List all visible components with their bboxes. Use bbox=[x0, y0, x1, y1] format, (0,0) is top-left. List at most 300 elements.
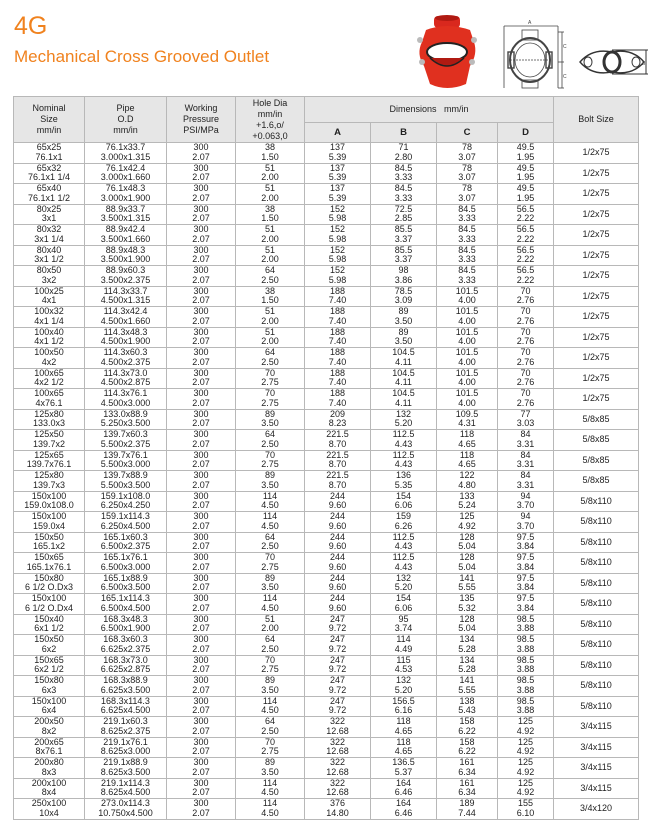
dim-c-cell-line: 5.28 bbox=[458, 643, 476, 654]
pipe-od-cell bbox=[85, 409, 167, 430]
dim-b-cell-line: 3.50 bbox=[394, 315, 413, 326]
dim-c-cell bbox=[437, 614, 498, 635]
dim-a-cell bbox=[305, 532, 371, 553]
pipe-od-cell-line: 219.1x88.9 bbox=[103, 757, 148, 768]
hole-dia-cell-line: 51 bbox=[264, 613, 275, 624]
pipe-od-cell-line: 6.500x1.900 bbox=[100, 623, 151, 634]
dim-a-cell-line: 5.98 bbox=[328, 213, 347, 224]
dim-d-cell-line: 84 bbox=[520, 449, 531, 460]
nominal-size-cell-line: 6x3 bbox=[41, 684, 57, 695]
pipe-od-cell-line: 4.500x1.660 bbox=[100, 315, 151, 326]
dim-a-cell-line: 209 bbox=[329, 408, 346, 419]
pipe-od-cell-line: 6.500x3.000 bbox=[100, 561, 151, 572]
table-row bbox=[14, 696, 639, 717]
dim-d-cell bbox=[498, 163, 554, 184]
dim-d-cell bbox=[498, 286, 554, 307]
working-pressure-cell-line: 2.07 bbox=[192, 520, 210, 531]
pipe-od-cell bbox=[85, 389, 167, 410]
working-pressure-cell bbox=[167, 348, 236, 369]
hole-dia-cell-line: 51 bbox=[264, 244, 275, 255]
pipe-od-cell-line: 114.3x33.7 bbox=[103, 285, 148, 296]
pipe-od-cell bbox=[85, 471, 167, 492]
dim-d-cell-line: 70 bbox=[520, 285, 531, 296]
dim-c-cell-line: 84.5 bbox=[458, 265, 476, 276]
dim-b-cell-line: 84.5 bbox=[394, 162, 413, 173]
dim-b-cell bbox=[371, 553, 437, 574]
dim-c-cell-line: 3.33 bbox=[458, 213, 476, 224]
bolt-size-cell: 5/8x110 bbox=[554, 532, 639, 553]
dim-b-cell-line: 132 bbox=[395, 572, 412, 583]
dim-a-cell bbox=[305, 225, 371, 246]
dim-a-cell-line: 8.70 bbox=[328, 438, 347, 449]
dim-c-cell-line: 6.34 bbox=[458, 787, 476, 798]
dim-c-cell-line: 3.07 bbox=[458, 172, 476, 183]
dim-b-cell-line: 4.43 bbox=[394, 459, 413, 470]
hole-dia-cell bbox=[236, 696, 305, 717]
bolt-size-cell: 5/8x110 bbox=[554, 491, 639, 512]
nominal-size-cell-line: 200x80 bbox=[34, 757, 64, 768]
dim-a-cell bbox=[305, 450, 371, 471]
dim-a-cell-line: 244 bbox=[329, 511, 346, 522]
nominal-size-cell-line: 150x100 bbox=[31, 695, 67, 706]
dim-c-cell-line: 5.04 bbox=[458, 561, 476, 572]
nominal-size-cell-line: 6 1/2 O.Dx3 bbox=[24, 582, 74, 593]
bolt-size-cell: 5/8x110 bbox=[554, 573, 639, 594]
bolt-size-cell: 5/8x110 bbox=[554, 655, 639, 676]
hole-dia-cell-line: 3.50 bbox=[261, 582, 279, 593]
pipe-od-cell-line: 114.3x76.1 bbox=[103, 388, 148, 399]
nominal-size-cell-line: 159.0x108.0 bbox=[24, 500, 74, 511]
top-drawing-icon bbox=[580, 50, 648, 74]
hole-dia-cell-line: 4.50 bbox=[261, 807, 279, 818]
dim-d-cell-line: 98.5 bbox=[516, 613, 535, 624]
dim-b-cell-line: 4.43 bbox=[394, 561, 413, 572]
nominal-size-cell-line: 3x1 1/4 bbox=[34, 233, 64, 244]
bolt-size-cell: 5/8x110 bbox=[554, 635, 639, 656]
pipe-od-cell-line: 4.500x2.375 bbox=[100, 356, 151, 367]
dim-d-cell-line: 3.70 bbox=[516, 500, 535, 511]
dim-a-cell-line: 322 bbox=[329, 777, 346, 788]
dim-b-cell bbox=[371, 573, 437, 594]
table-row bbox=[14, 799, 639, 820]
working-pressure-cell bbox=[167, 471, 236, 492]
hole-dia-cell bbox=[236, 532, 305, 553]
dim-a-cell-line: 8.70 bbox=[328, 459, 347, 470]
hole-dia-cell-line: 89 bbox=[264, 675, 275, 686]
nominal-size-cell-line: 150x100 bbox=[31, 511, 67, 522]
dim-a-cell-line: 188 bbox=[329, 326, 346, 337]
dim-d-cell bbox=[498, 430, 554, 451]
hole-dia-cell-line: 51 bbox=[264, 162, 275, 173]
dim-a-cell-line: 322 bbox=[329, 757, 346, 768]
dim-c-cell bbox=[437, 737, 498, 758]
dim-c-cell-line: 5.28 bbox=[458, 664, 476, 675]
hole-dia-cell bbox=[236, 327, 305, 348]
dim-b-cell-line: 154 bbox=[395, 593, 412, 604]
working-pressure-cell bbox=[167, 286, 236, 307]
nominal-size-cell-line: 200x100 bbox=[31, 777, 67, 788]
pipe-od-cell-line: 114.3x48.3 bbox=[103, 326, 148, 337]
table-row bbox=[14, 758, 639, 779]
nominal-size-cell-line: 150x65 bbox=[34, 654, 64, 665]
pipe-od-cell-line: 8.625x2.375 bbox=[100, 725, 151, 736]
table-row bbox=[14, 184, 639, 205]
dim-d-cell-line: 77 bbox=[520, 408, 531, 419]
dim-a-cell bbox=[305, 614, 371, 635]
dim-d-cell-line: 98.5 bbox=[516, 695, 535, 706]
working-pressure-cell bbox=[167, 163, 236, 184]
dim-d-cell-line: 1.95 bbox=[516, 172, 535, 183]
dim-a-cell bbox=[305, 327, 371, 348]
dim-a-cell-line: 188 bbox=[329, 306, 346, 317]
dim-c-cell-line: 138 bbox=[459, 695, 475, 706]
dim-d-cell bbox=[498, 245, 554, 266]
hole-dia-cell-line: 70 bbox=[264, 654, 275, 665]
hole-dia-cell-line: 3.50 bbox=[261, 418, 279, 429]
pipe-od-cell-line: 139.7x76.1 bbox=[103, 449, 148, 460]
dim-d-cell-line: 3.88 bbox=[516, 664, 535, 675]
dim-d-cell-line: 70 bbox=[520, 306, 531, 317]
dim-c-cell bbox=[437, 450, 498, 471]
spec-table-body bbox=[14, 143, 639, 820]
dim-c-cell-line: 122 bbox=[459, 470, 475, 481]
dim-a-cell-line: 244 bbox=[329, 552, 346, 563]
nominal-size-cell-line: 200x65 bbox=[34, 736, 64, 747]
working-pressure-cell-line: 300 bbox=[193, 285, 209, 296]
nominal-size-cell bbox=[14, 307, 85, 328]
dim-a-cell bbox=[305, 635, 371, 656]
dim-d-cell-line: 84 bbox=[520, 429, 531, 440]
header-dim-a: A bbox=[305, 123, 371, 143]
working-pressure-cell bbox=[167, 368, 236, 389]
pipe-od-cell-line: 88.9x42.4 bbox=[105, 224, 146, 235]
dim-a-cell-line: 221.5 bbox=[326, 470, 349, 481]
hole-dia-cell-line: 114 bbox=[262, 695, 278, 706]
header-working-pressure: Working Pressure PSI/MPa bbox=[167, 97, 236, 143]
hole-dia-cell-line: 38 bbox=[264, 142, 275, 153]
pipe-od-cell bbox=[85, 676, 167, 697]
nominal-size-cell-line: 80x25 bbox=[36, 203, 62, 214]
hole-dia-cell-line: 114 bbox=[262, 490, 278, 501]
pipe-od-cell-line: 114.3x42.4 bbox=[103, 306, 148, 317]
bolt-size-cell: 5/8x110 bbox=[554, 553, 639, 574]
dim-b-cell bbox=[371, 655, 437, 676]
nominal-size-cell bbox=[14, 266, 85, 287]
nominal-size-cell bbox=[14, 696, 85, 717]
dim-a-cell bbox=[305, 204, 371, 225]
dim-d-cell-line: 3.88 bbox=[516, 705, 535, 716]
pipe-od-cell bbox=[85, 327, 167, 348]
bolt-size-cell: 1/2x75 bbox=[554, 348, 639, 369]
table-row bbox=[14, 614, 639, 635]
working-pressure-cell-line: 2.07 bbox=[192, 664, 210, 675]
nominal-size-cell bbox=[14, 409, 85, 430]
pipe-od-cell-line: 3.000x1.315 bbox=[100, 151, 151, 162]
hole-dia-cell-line: 2.75 bbox=[261, 377, 279, 388]
pipe-od-cell-line: 6.625x2.875 bbox=[100, 664, 151, 675]
dim-d-cell-line: 4.92 bbox=[516, 725, 535, 736]
dim-c-cell bbox=[437, 573, 498, 594]
nominal-size-cell bbox=[14, 655, 85, 676]
dim-d-cell-line: 3.31 bbox=[516, 459, 535, 470]
working-pressure-cell-line: 300 bbox=[193, 470, 209, 481]
working-pressure-cell bbox=[167, 512, 236, 533]
working-pressure-cell-line: 2.07 bbox=[192, 705, 210, 716]
dim-a-cell bbox=[305, 143, 371, 164]
nominal-size-cell bbox=[14, 573, 85, 594]
dim-a-cell-line: 9.60 bbox=[328, 582, 347, 593]
dim-b-cell-line: 132 bbox=[395, 675, 412, 686]
pipe-od-cell bbox=[85, 532, 167, 553]
nominal-size-cell bbox=[14, 163, 85, 184]
dim-b-cell bbox=[371, 143, 437, 164]
dim-d-cell-line: 97.5 bbox=[516, 552, 535, 563]
dim-a-cell bbox=[305, 737, 371, 758]
hole-dia-cell-line: 2.75 bbox=[261, 397, 279, 408]
pipe-od-cell bbox=[85, 614, 167, 635]
dim-d-cell-line: 4.92 bbox=[516, 746, 535, 757]
table-row bbox=[14, 573, 639, 594]
working-pressure-cell-line: 300 bbox=[193, 183, 209, 194]
bolt-size-cell: 3/4x120 bbox=[554, 799, 639, 820]
dim-c-cell-line: 78 bbox=[461, 183, 472, 194]
dim-a-cell-line: 137 bbox=[329, 142, 346, 153]
dim-d-cell bbox=[498, 225, 554, 246]
dim-c-cell bbox=[437, 245, 498, 266]
nominal-size-cell-line: 8x4 bbox=[41, 787, 57, 798]
working-pressure-cell-line: 300 bbox=[193, 449, 209, 460]
nominal-size-cell-line: 165.1x76.1 bbox=[26, 561, 72, 572]
table-row bbox=[14, 491, 639, 512]
working-pressure-cell-line: 300 bbox=[193, 326, 209, 337]
dim-b-cell bbox=[371, 737, 437, 758]
dim-a-cell-line: 221.5 bbox=[326, 449, 349, 460]
nominal-size-cell-line: 100x32 bbox=[34, 306, 64, 317]
nominal-size-cell-line: 6x4 bbox=[41, 705, 57, 716]
hole-dia-cell-line: 3.50 bbox=[261, 479, 279, 490]
hole-dia-cell-line: 38 bbox=[264, 203, 275, 214]
dim-d-cell-line: 3.88 bbox=[516, 643, 535, 654]
dim-d-cell-line: 3.84 bbox=[516, 602, 535, 613]
hole-dia-cell bbox=[236, 778, 305, 799]
working-pressure-cell-line: 2.07 bbox=[192, 192, 210, 203]
nominal-size-cell-line: 4x2 1/2 bbox=[34, 377, 64, 388]
pipe-od-cell bbox=[85, 430, 167, 451]
pipe-od-cell-line: 219.1x60.3 bbox=[103, 716, 148, 727]
dim-b-cell-line: 5.20 bbox=[394, 582, 413, 593]
dim-b-cell-line: 104.5 bbox=[392, 347, 415, 358]
working-pressure-cell-line: 2.07 bbox=[192, 807, 210, 818]
working-pressure-cell bbox=[167, 799, 236, 820]
hole-dia-cell bbox=[236, 389, 305, 410]
dim-b-cell bbox=[371, 368, 437, 389]
dim-d-cell-line: 4.92 bbox=[516, 787, 535, 798]
dim-d-cell-line: 3.84 bbox=[516, 561, 535, 572]
working-pressure-cell-line: 300 bbox=[193, 798, 209, 809]
nominal-size-cell bbox=[14, 204, 85, 225]
hole-dia-cell-line: 2.75 bbox=[261, 664, 279, 675]
pipe-od-cell-line: 3.500x1.900 bbox=[100, 254, 151, 265]
dim-c-cell-line: 5.43 bbox=[458, 705, 476, 716]
dim-d-cell-line: 49.5 bbox=[516, 162, 535, 173]
dim-d-cell bbox=[498, 758, 554, 779]
hole-dia-cell bbox=[236, 573, 305, 594]
working-pressure-cell-line: 300 bbox=[193, 716, 209, 727]
dim-b-cell-line: 156.5 bbox=[392, 695, 415, 706]
dim-b-cell-line: 95 bbox=[398, 613, 409, 624]
dim-d-cell-line: 97.5 bbox=[516, 531, 535, 542]
table-row bbox=[14, 717, 639, 738]
working-pressure-cell bbox=[167, 204, 236, 225]
dim-a-cell-line: 244 bbox=[329, 593, 346, 604]
nominal-size-cell-line: 6x2 1/2 bbox=[34, 664, 64, 675]
dim-c-cell bbox=[437, 799, 498, 820]
dim-a-cell bbox=[305, 758, 371, 779]
working-pressure-cell-line: 300 bbox=[193, 552, 209, 563]
hole-dia-cell bbox=[236, 204, 305, 225]
dim-d-cell bbox=[498, 266, 554, 287]
hole-dia-cell-line: 2.50 bbox=[261, 274, 279, 285]
pipe-od-cell bbox=[85, 491, 167, 512]
pipe-od-cell-line: 8.625x4.500 bbox=[100, 787, 151, 798]
working-pressure-cell-line: 300 bbox=[193, 347, 209, 358]
hole-dia-cell-line: 2.50 bbox=[261, 356, 279, 367]
dim-a-cell bbox=[305, 368, 371, 389]
bolt-size-cell: 5/8x85 bbox=[554, 409, 639, 430]
nominal-size-cell bbox=[14, 450, 85, 471]
nominal-size-cell bbox=[14, 717, 85, 738]
dim-c-cell bbox=[437, 717, 498, 738]
table-row bbox=[14, 266, 639, 287]
nominal-size-cell-line: 10x4 bbox=[39, 807, 59, 818]
dim-c-cell-line: 4.00 bbox=[458, 397, 476, 408]
nominal-size-cell bbox=[14, 799, 85, 820]
dim-d-cell bbox=[498, 532, 554, 553]
dim-d-cell-line: 56.5 bbox=[516, 244, 535, 255]
pipe-od-cell-line: 10.750x4.500 bbox=[98, 807, 153, 818]
dim-c-cell-line: 101.5 bbox=[455, 285, 479, 296]
dim-c-cell-line: 5.55 bbox=[458, 684, 476, 695]
working-pressure-cell-line: 300 bbox=[193, 511, 209, 522]
working-pressure-cell-line: 300 bbox=[193, 675, 209, 686]
dim-a-cell-line: 5.39 bbox=[328, 151, 347, 162]
working-pressure-cell bbox=[167, 573, 236, 594]
dim-b-cell-line: 154 bbox=[395, 490, 412, 501]
working-pressure-cell bbox=[167, 737, 236, 758]
bolt-size-cell: 3/4x115 bbox=[554, 737, 639, 758]
nominal-size-cell-line: 3x2 bbox=[41, 274, 57, 285]
hole-dia-cell bbox=[236, 676, 305, 697]
svg-text:B: B bbox=[642, 61, 646, 67]
dim-b-cell-line: 98 bbox=[398, 265, 409, 276]
dim-b-cell-line: 84.5 bbox=[394, 183, 413, 194]
pipe-od-cell-line: 165.1x88.9 bbox=[103, 572, 148, 583]
dim-a-cell-line: 322 bbox=[329, 716, 346, 727]
dim-d-cell bbox=[498, 573, 554, 594]
dim-d-cell bbox=[498, 655, 554, 676]
table-row bbox=[14, 737, 639, 758]
dim-d-cell-line: 98.5 bbox=[516, 634, 535, 645]
table-row bbox=[14, 512, 639, 533]
dim-d-cell-line: 2.22 bbox=[516, 213, 535, 224]
pipe-od-cell-line: 219.1x114.3 bbox=[101, 777, 150, 788]
working-pressure-cell-line: 2.07 bbox=[192, 418, 210, 429]
pipe-od-cell bbox=[85, 594, 167, 615]
hole-dia-cell-line: 64 bbox=[264, 429, 275, 440]
hole-dia-cell-line: 2.50 bbox=[261, 541, 279, 552]
dim-a-cell-line: 244 bbox=[329, 490, 346, 501]
working-pressure-cell-line: 300 bbox=[193, 367, 209, 378]
pipe-od-cell bbox=[85, 799, 167, 820]
working-pressure-cell-line: 2.07 bbox=[192, 151, 210, 162]
dim-a-cell-line: 9.72 bbox=[328, 643, 347, 654]
working-pressure-cell-line: 300 bbox=[193, 265, 209, 276]
working-pressure-cell-line: 2.07 bbox=[192, 295, 210, 306]
table-row bbox=[14, 307, 639, 328]
nominal-size-cell bbox=[14, 286, 85, 307]
pipe-od-cell bbox=[85, 512, 167, 533]
pipe-od-cell-line: 88.9x48.3 bbox=[105, 244, 146, 255]
hole-dia-cell bbox=[236, 409, 305, 430]
dim-c-cell-line: 6.22 bbox=[458, 725, 476, 736]
dim-a-cell-line: 247 bbox=[329, 675, 346, 686]
dim-b-cell-line: 6.16 bbox=[394, 705, 413, 716]
working-pressure-cell-line: 300 bbox=[193, 162, 209, 173]
nominal-size-cell-line: 200x50 bbox=[34, 716, 64, 727]
table-row bbox=[14, 245, 639, 266]
nominal-size-cell-line: 65x40 bbox=[36, 183, 62, 194]
dim-c-cell-line: 5.04 bbox=[458, 541, 476, 552]
pipe-od-cell-line: 4.500x2.875 bbox=[100, 377, 151, 388]
table-row bbox=[14, 450, 639, 471]
dim-c-cell-line: 3.33 bbox=[458, 274, 476, 285]
hole-dia-cell-line: 2.00 bbox=[261, 254, 279, 265]
pipe-od-cell-line: 273.0x114.3 bbox=[101, 798, 150, 809]
pipe-od-cell-line: 3.000x1.900 bbox=[100, 192, 151, 203]
dim-c-cell-line: 4.31 bbox=[458, 418, 476, 429]
pipe-od-cell-line: 6.500x2.375 bbox=[100, 541, 151, 552]
dim-a-cell-line: 152 bbox=[329, 203, 346, 214]
bolt-size-cell: 1/2x75 bbox=[554, 327, 639, 348]
dim-d-cell-line: 3.84 bbox=[516, 582, 535, 593]
nominal-size-cell-line: 150x100 bbox=[31, 593, 67, 604]
dim-b-cell-line: 5.35 bbox=[394, 479, 413, 490]
dim-b-cell-line: 3.50 bbox=[394, 336, 413, 347]
dim-d-cell bbox=[498, 143, 554, 164]
dim-b-cell-line: 89 bbox=[398, 306, 409, 317]
header-pipe-od: Pipe O.D mm/in bbox=[85, 97, 167, 143]
dim-d-cell bbox=[498, 717, 554, 738]
svg-text:A: A bbox=[528, 20, 532, 26]
nominal-size-cell-line: 100x40 bbox=[34, 326, 64, 337]
dim-d-cell bbox=[498, 389, 554, 410]
dim-d-cell-line: 2.22 bbox=[516, 274, 535, 285]
dim-c-cell-line: 158 bbox=[459, 736, 475, 747]
dim-b-cell-line: 6.46 bbox=[394, 787, 413, 798]
dim-c-cell-line: 4.00 bbox=[458, 377, 476, 388]
pipe-od-cell-line: 76.1x42.4 bbox=[105, 162, 146, 173]
pipe-od-cell-line: 6.250x4.250 bbox=[100, 500, 151, 511]
dim-a-cell-line: 5.98 bbox=[328, 233, 347, 244]
dim-a-cell-line: 247 bbox=[329, 634, 346, 645]
dim-c-cell-line: 101.5 bbox=[455, 388, 479, 399]
pipe-od-cell bbox=[85, 245, 167, 266]
pipe-od-cell-line: 165.1x76.1 bbox=[103, 552, 148, 563]
dim-c-cell-line: 4.00 bbox=[458, 315, 476, 326]
dim-b-cell bbox=[371, 204, 437, 225]
hole-dia-cell-line: 2.00 bbox=[261, 233, 279, 244]
dim-d-cell-line: 2.22 bbox=[516, 233, 535, 244]
